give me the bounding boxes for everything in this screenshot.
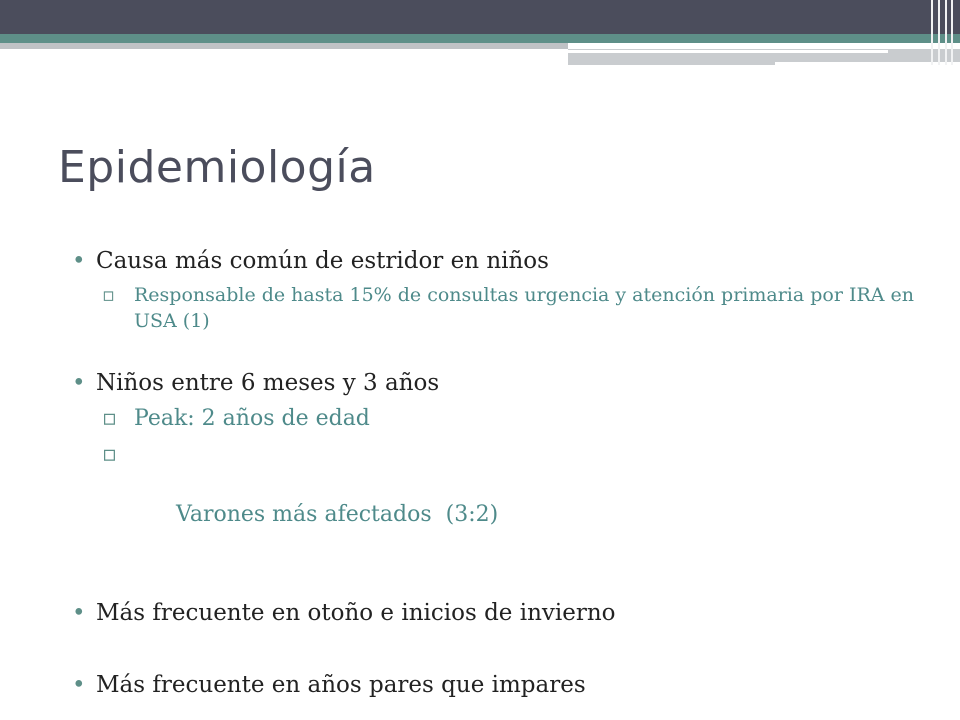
bullet-text: Causa más común de estridor en niños [96, 248, 549, 274]
bullet-list [72, 240, 932, 700]
sub-bullet-square-icon: ▫ [102, 284, 115, 306]
header-teal-bar [0, 34, 960, 43]
bullet-item [72, 246, 932, 276]
sub-bullet-text: Responsable de hasta 15% de consultas urgencia y atención primaria por IRA en USA (1) [134, 284, 915, 332]
header-accent-line [568, 50, 888, 53]
sub-bullet-text: Varones más afectados (3:2) [175, 502, 499, 527]
bullet-dot-icon: • [72, 600, 86, 626]
bullet-dot-icon: • [72, 370, 86, 396]
header-vertical-line [951, 0, 953, 65]
header-vertical-line [931, 0, 933, 65]
header-dark-bar [0, 0, 960, 34]
bullet-text: Niños entre 6 meses y 3 años [96, 370, 440, 396]
bullet-item [72, 598, 932, 628]
sub-bullet-item [102, 282, 932, 334]
header-vertical-line [945, 0, 947, 65]
bullet-dot-icon: • [72, 248, 86, 274]
bullet-item [72, 670, 932, 700]
sub-bullet-square-icon: ▫ [102, 406, 117, 431]
sub-bullet-text: Peak: 2 años de edad [134, 406, 370, 431]
bullet-item [72, 368, 932, 398]
bullet-text: Más frecuente en años pares que impares [96, 672, 586, 698]
slide-title: Epidemiología [58, 142, 376, 193]
header-grey-bar [0, 43, 568, 49]
bullet-dot-icon: • [72, 672, 86, 698]
sub-bullet-item [102, 404, 932, 434]
header-vertical-line [938, 0, 940, 65]
sub-bullet-item [102, 440, 932, 560]
sub-bullet-square-icon: ▫ [102, 442, 117, 467]
bullet-text: Más frecuente en otoño e inicios de invierno [96, 600, 616, 626]
